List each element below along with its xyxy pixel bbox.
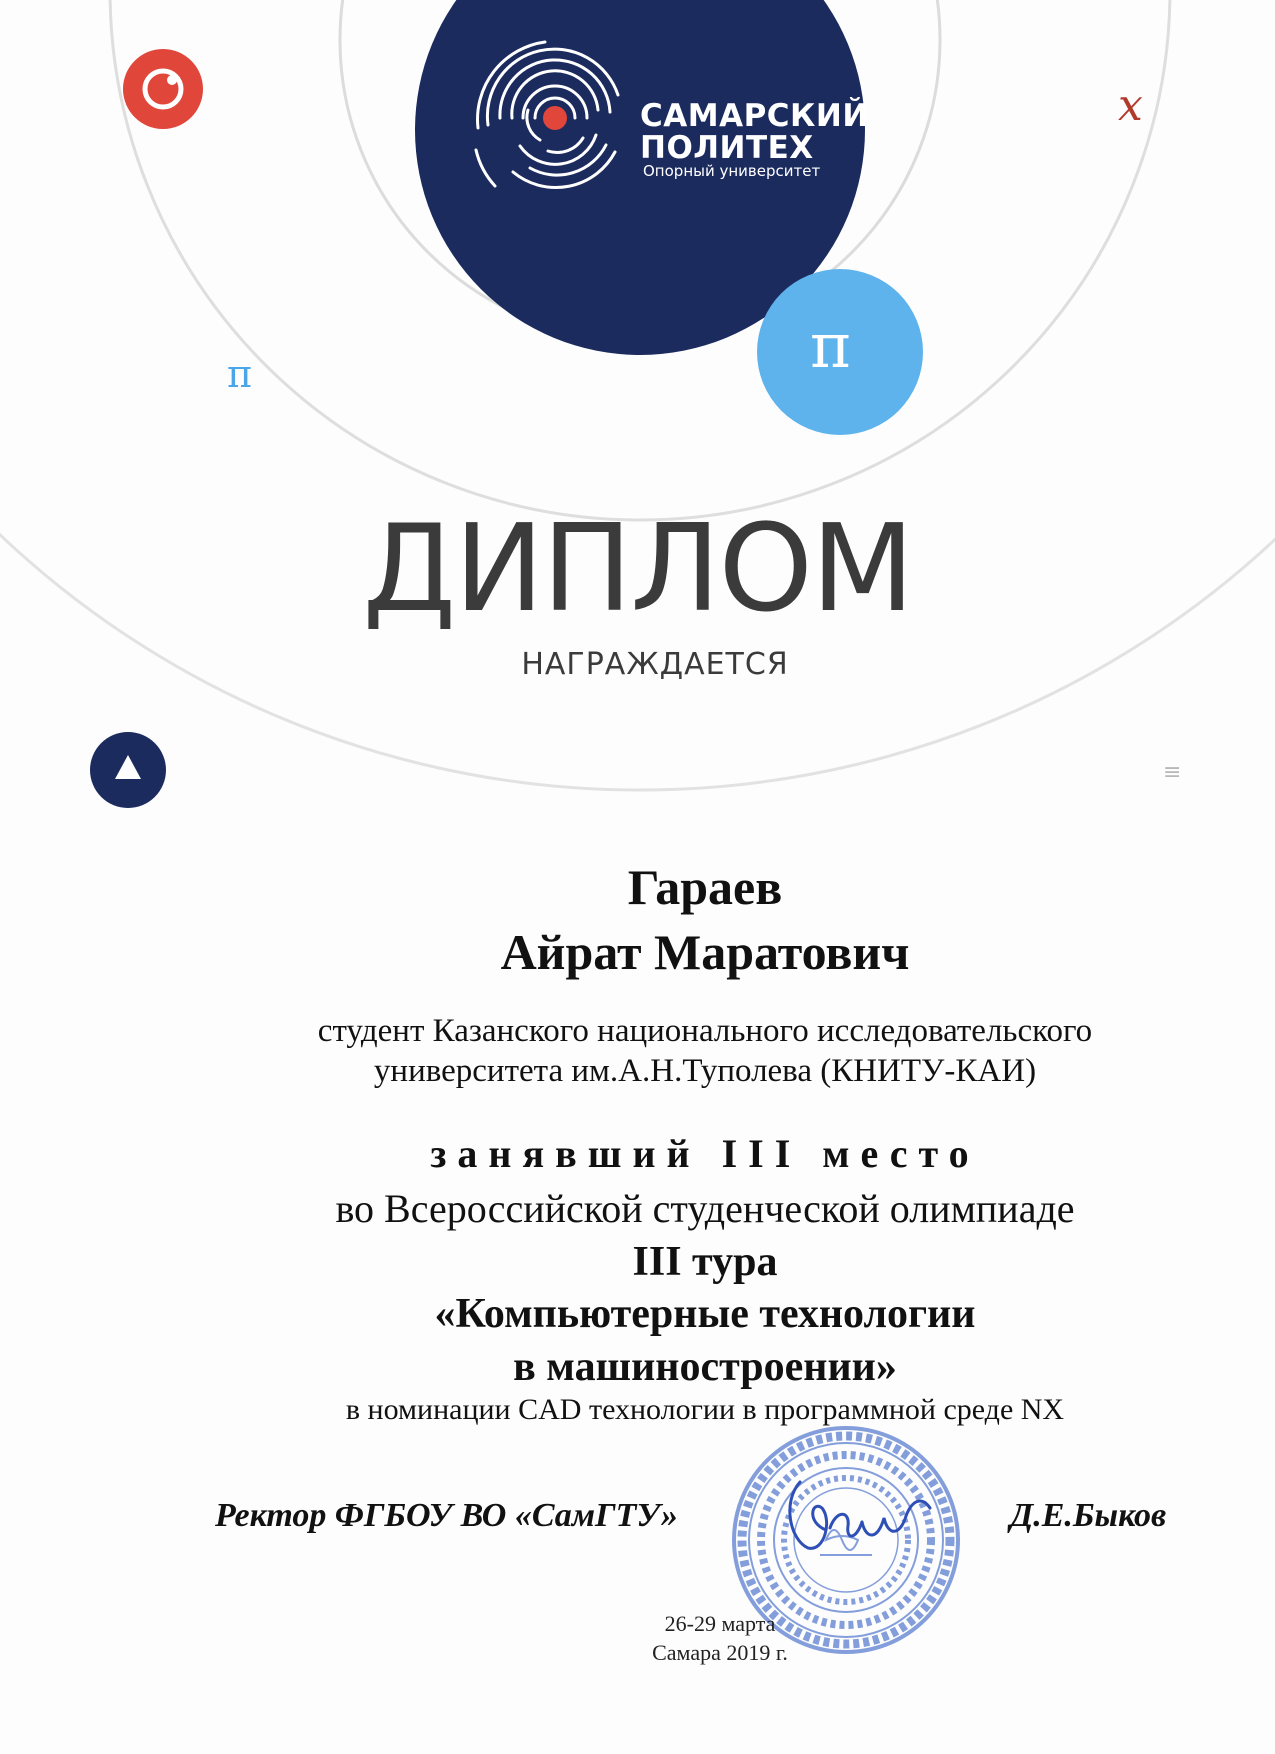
competition-theme-line1: «Компьютерные технологии — [434, 1291, 976, 1337]
recipient-surname: Гараев — [627, 859, 783, 915]
logo-name-line2: ПОЛИТЕХ — [640, 130, 814, 166]
pi-small-icon: π — [227, 352, 252, 396]
equiv-icon: ≡ — [1163, 760, 1182, 785]
competition-tour: III тура — [632, 1239, 778, 1285]
competition-name: во Всероссийской студенческой олимпиаде — [335, 1186, 1075, 1231]
affiliation-line2: университета им.А.Н.Туполева (КНИТУ-КАИ) — [373, 1053, 1037, 1089]
event-dates: 26-29 марта — [664, 1611, 776, 1636]
x-variable-icon: x — [1118, 80, 1143, 131]
logo-name-line1: САМАРСКИЙ — [640, 98, 869, 134]
affiliation-line1: студент Казанского национального исследовательского — [317, 1013, 1093, 1049]
signatory-position: Ректор ФГБОУ ВО «СамГТУ» — [215, 1497, 678, 1534]
nomination: в номинации CAD технологии в программной среде NX — [345, 1393, 1065, 1426]
triangle-badge-icon — [90, 732, 166, 808]
diploma-title: ДИПЛОМ — [362, 500, 913, 639]
target-icon — [123, 49, 203, 129]
signatory-name: Д.Е.Быков — [1010, 1497, 1167, 1534]
awarded-subtitle: НАГРАЖДАЕТСЯ — [521, 647, 789, 682]
award-place: занявший III место — [430, 1131, 980, 1176]
event-place-year: Самара 2019 г. — [652, 1640, 788, 1665]
recipient-given-names: Айрат Маратович — [500, 924, 910, 980]
logo-wordmark — [640, 100, 900, 164]
logo-tagline: Опорный университет — [643, 162, 821, 180]
pi-icon: π — [810, 309, 851, 382]
competition-theme-line2: в машиностроении» — [513, 1344, 897, 1390]
